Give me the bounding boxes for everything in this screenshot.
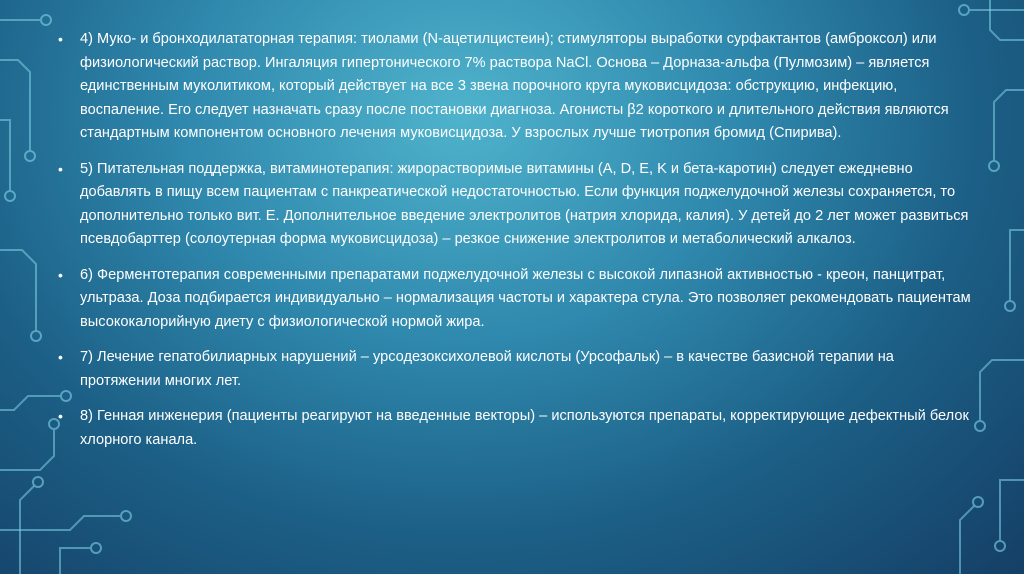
- item-text: 8) Генная инженерия (пациенты реагируют на введенные векторы) – используются препараты, корректирующие дефектный белок хлорного канала.: [80, 408, 969, 448]
- bullet: •: [58, 160, 63, 177]
- item-text: 5) Питательная поддержка, витаминотерапия: жирорастворимые витамины (A, D, E, K и бета-каротин) следует ежедневно добавлять в пищу всем пациентам с панкреатической недостаточностью. Если функция поджелудочной железы сохраняется, то дополнительно только вит. Е. Дополнительное введение электролитов (натрия хлорида, калия). У детей до 2 лет может развиться псевдобарттер (солоутерная форма муковисцидоза) – резкое снижение электролитов и метаболический алкалоз.: [80, 160, 969, 247]
- item-text: 4) Муко- и бронходилататорная терапия: тиолами (N-ацетилцистеин); стимуляторы выработки сурфактантов (амброксол) или физиологический раствор. Ингаляция гипертонического 7% раствора NaCl. Основа – Дорназа-альфа (Пулмозим) – является единственным муколитиком, который действует на все 3 звена порочного круга муковисцидоза: обструкцию, инфекцию, воспаление. Его следует назначать сразу после постановки диагноза. Агонисты β2 короткого и длительного действия являются стандартным компонентом основного лечения муковисцидоза. У взрослых лучше тиотропия бромид (Спирива).: [80, 31, 949, 141]
- bullet: •: [58, 31, 63, 47]
- list-item: [58, 346, 978, 393]
- list-item: [58, 158, 978, 252]
- item-text: 7) Лечение гепатобилиарных нарушений – урсодезоксихолевой кислоты (Урсофальк) – в качестве базисной терапии на протяжении многих лет.: [80, 349, 894, 389]
- list-item: [58, 28, 978, 146]
- list-item: [58, 264, 978, 335]
- bullet: •: [58, 266, 63, 283]
- bullet: •: [58, 349, 63, 365]
- list-item: [58, 405, 978, 452]
- bullet: •: [58, 408, 63, 424]
- item-text: 6) Ферментотерапия современными препаратами поджелудочной железы с высокой липазной активностью - креон, панцитрат, ультраза. Доза подбирается индивидуально – нормализация частоты и характера стула. Это позволяет рекомендовать пациентам высококалорийную диету с физиологической нормой жира.: [80, 266, 971, 330]
- slide-content: [58, 28, 978, 464]
